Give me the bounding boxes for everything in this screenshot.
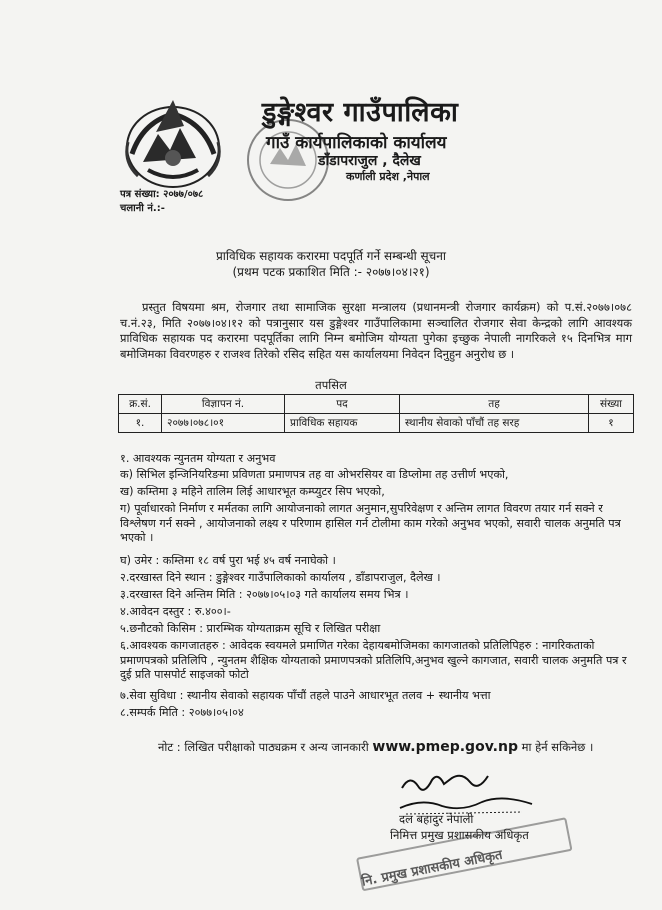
table-header-row bbox=[119, 395, 634, 414]
signer-name: दल बहादुर नेपाली bbox=[399, 812, 474, 826]
requirement-a: क) सिभिल इन्जिनियरिङमा प्रविणता प्रमाणपत्र तह वा ओभरसियर वा डिप्लोमा तह उत्तीर्ण भएको, bbox=[120, 468, 509, 481]
notice-title: प्राविधिक सहायक करारमा पदपूर्ति गर्ने सम्बन्धी सूचना bbox=[215, 249, 447, 263]
contact-date: ८.सम्पर्क मिति : २०७७।०५।०४ bbox=[120, 706, 244, 719]
column-header-serial: क्र.सं. bbox=[119, 395, 162, 414]
requirements-heading: १. आवश्यक न्युनतम योग्यता र अनुभव bbox=[120, 452, 276, 465]
cell-level: स्थानीय सेवाको पाँचौं तह सरह bbox=[400, 414, 589, 433]
vacancy-table bbox=[118, 394, 634, 433]
first-published-date: (प्रथम पटक प्रकाशित मिति :- २०७७।०४।२१) bbox=[232, 265, 430, 279]
signer-position: निमित्त प्रमुख प्रशासकीय अधिकृत bbox=[390, 828, 529, 842]
column-header-post: पद bbox=[285, 395, 400, 414]
service-facility: ७.सेवा सुविधा : स्थानीय सेवाको सहायक पाँचौं तहले पाउने आधारभूत तलव + स्थानीय भत्ता bbox=[120, 689, 491, 702]
selection-method: ५.छनौटको किसिम : प्रारम्भिक योग्यताक्रम सूचि र लिखित परीक्षा bbox=[120, 622, 381, 635]
requirement-d: घ) उमेर : कम्तिमा १८ वर्ष पुरा भई ४५ वर्ष ननाघेको । bbox=[120, 554, 336, 567]
office-location: डाँडापराजुल , दैलेख bbox=[318, 153, 421, 169]
cell-post: प्राविधिक सहायक bbox=[285, 414, 400, 433]
note-line bbox=[158, 739, 593, 755]
organization-name: डुङ्गेश्वर गाउँपालिका bbox=[262, 97, 459, 128]
column-header-level: तह bbox=[400, 395, 589, 414]
application-fee: ४.आवेदन दस्तुर : रु.४००।- bbox=[120, 605, 231, 618]
province-name: कर्णाली प्रदेश ,नेपाल bbox=[346, 170, 430, 183]
cell-count: १ bbox=[589, 414, 634, 433]
reference-number: पत्र संख्या: २०७७/०७८ bbox=[120, 189, 204, 200]
column-header-ad-number: विज्ञापन नं. bbox=[162, 395, 285, 414]
note-prefix: नोट : लिखित परीक्षाको पाठ्यक्रम र अन्य जानकारी bbox=[158, 740, 369, 754]
column-header-count: संख्या bbox=[589, 395, 634, 414]
official-stamp: नि. प्रमुख प्रशासकीय अधिकृत bbox=[360, 847, 504, 890]
application-deadline: ३.दरखास्त दिने अन्तिम मिति : २०७७।०५।०३ गते कार्यालय समय भित्र । bbox=[120, 588, 409, 601]
table-row bbox=[119, 414, 634, 433]
nepal-emblem-icon bbox=[118, 92, 228, 192]
requirement-c: ग) पूर्वाधारको निर्माण र मर्मतका लागि आयोजनाको लागत अनुमान,सुपरिवेक्षण र अन्तिम लागत विवरण तयार गर्न सक्ने र विश्लेषण गर्न सक्ने , आयोजनाको लक्ष्य र परिणाम हासिल गर्न टोलीमा काम गरेको अनुभव भएको, सवारी चालक अनुमति पत्र भएको । bbox=[120, 502, 621, 544]
cell-serial: १. bbox=[119, 414, 162, 433]
table-caption: तपसिल bbox=[315, 378, 347, 392]
note-suffix: मा हेर्न सकिनेछ । bbox=[521, 740, 594, 754]
dispatch-number: चलानी नं.:- bbox=[120, 203, 165, 214]
application-place: २.दरखास्त दिने स्थान : डुङ्गेश्वर गाउँपालिकाको कार्यालय , डाँडापराजुल, दैलेख । bbox=[120, 571, 441, 584]
requirement-b: ख) कम्तिमा ३ महिने तालिम लिई आधारभूत कम्प्युटर सिप भएको, bbox=[120, 485, 385, 498]
required-documents: ६.आवश्यक कागजातहरु : आवेदक स्वयमले प्रमाणित गरेका देहायबमोजिमका कागजातको प्रतिलिपिहरु : नागरिकताको प्रमाणपत्रको प्रतिलिपि , न्युनतम शैक्षिक योग्यताको प्रमाणपत्रको प्रतिलिपि,अनुभव खुल्ने कागजात, सवारी चालक अनुमति पत्र र दुई प्रति पासपोर्ट साइजको फोटो bbox=[120, 639, 627, 681]
notice-body: प्रस्तुत विषयमा श्रम, रोजगार तथा सामाजिक सुरक्षा मन्त्रालय (प्रधानमन्त्री रोजगार कार्यक्रम) को प.सं.२०७७।०७८ च.नं.२३, मिति २०७७।०४।१२ को पत्रानुसार यस डुङ्गेश्वर गाउँपालिकामा सञ्चालित रोजगार सेवा केन्द्रको लागि आवश्यक प्राविधिक सहायक पद करारमा पदपूर्तिका लागि निम्न बमोजिम योग्यता पुगेका इच्छुक नेपाली नागरिकले १५ दिनभित्र माग बमोजिमका विवरणहरु र राजश्व तिरेको रसिद सहित यस कार्यालयमा निवेदन दिनुहुन अनुरोध छ । bbox=[120, 300, 632, 361]
cell-ad-number: २०७७।०७८।०१ bbox=[162, 414, 285, 433]
signature-icon bbox=[392, 768, 542, 816]
office-name: गाउँ कार्यपालिकाको कार्यालय bbox=[266, 133, 447, 153]
website-link[interactable]: www.pmep.gov.np bbox=[372, 739, 518, 755]
